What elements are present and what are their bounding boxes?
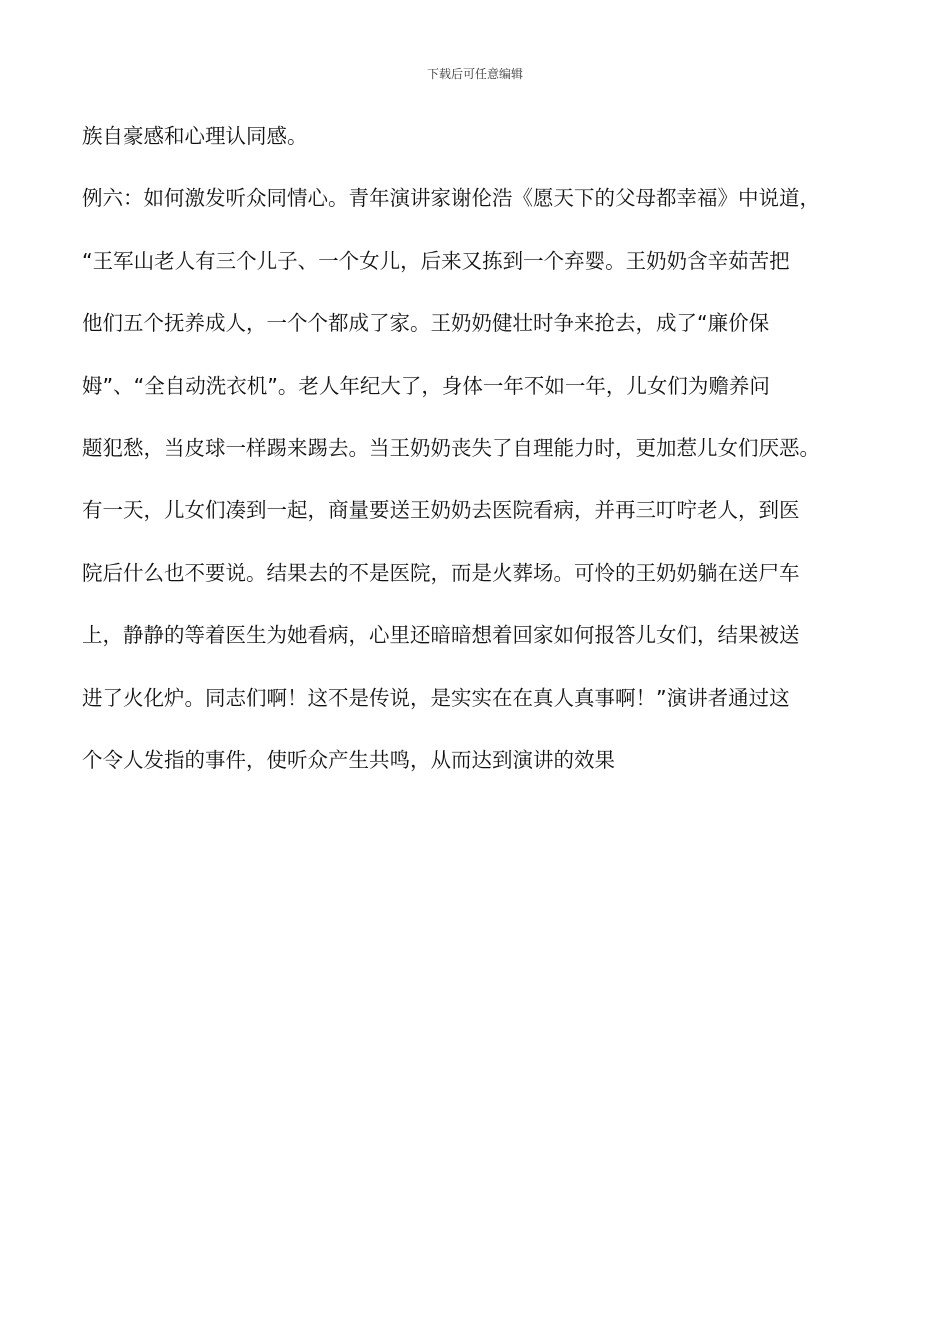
text-line: 有一天，儿女们凑到一起，商量要送王奶奶去医院看病，并再三叮咛老人，到医 (82, 498, 800, 523)
page-header-note: 下载后可任意编辑 (426, 67, 523, 81)
text-line: 进了火化炉。同志们啊！这不是传说，是实实在在真人真事啊！”演讲者通过这 (82, 685, 790, 710)
text-line: 例六：如何激发听众同情心。青年演讲家谢伦浩《愿天下的父母都幸福》中说道， (82, 186, 820, 211)
text-line: 姆”、“全自动洗衣机”。老人年纪大了，身体一年不如一年，儿女们为赡养问 (82, 373, 770, 398)
text-line: 个令人发指的事件，使听众产生共鸣，从而达到演讲的效果 (82, 747, 615, 772)
text-line: 题犯愁，当皮球一样踢来踢去。当王奶奶丧失了自理能力时，更加惹儿女们厌恶。 (82, 435, 820, 460)
document-body (82, 116, 882, 802)
text-line: 他们五个抚养成人，一个个都成了家。王奶奶健壮时争来抢去，成了“廉价保 (82, 311, 770, 336)
text-line: 院后什么也不要说。结果去的不是医院，而是火葬场。可怜的王奶奶躺在送尸车 (82, 560, 800, 585)
text-line: “王军山老人有三个儿子、一个女儿，后来又拣到一个弃婴。王奶奶含辛茹苦把 (82, 248, 790, 273)
text-line: 族自豪感和心理认同感。 (82, 124, 308, 148)
text-line: 上，静静的等着医生为她看病，心里还暗暗想着回家如何报答儿女们，结果被送 (82, 623, 800, 648)
